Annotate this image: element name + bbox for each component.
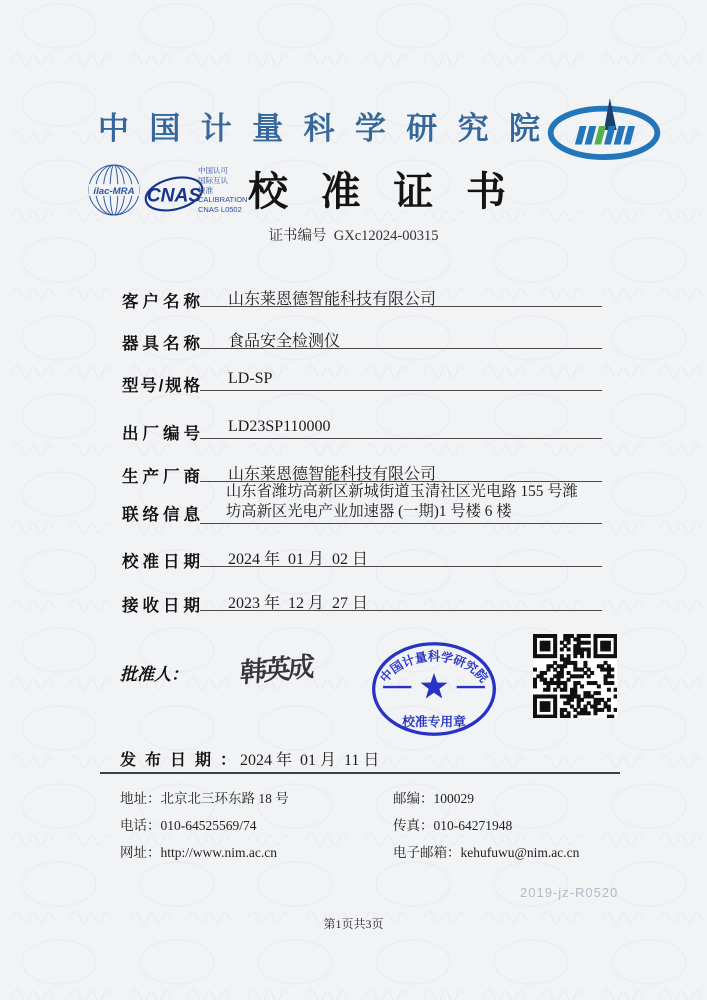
approver-signature: 韩英成: [239, 651, 313, 689]
field-value-instrument: 食品安全检测仪: [228, 333, 341, 350]
field-underline: [200, 348, 602, 349]
field-underline: [200, 390, 602, 391]
field-underline: [200, 610, 602, 611]
footer-website: 网址：http://www.nim.ac.cn: [120, 845, 277, 860]
field-underline: [200, 481, 602, 482]
field-value-contact-line2: 坊高新区光电产业加速器 (一期)1 号楼 6 楼: [226, 503, 512, 520]
cnas-line-4: CALIBRATION: [198, 195, 248, 205]
issue-date-label: 发布日期：: [120, 752, 236, 769]
stamp-top-text: 中国计量科学研究院: [377, 649, 491, 686]
ilac-mra-logo: [87, 162, 141, 218]
field-label-receipt-date: 接收日期: [122, 597, 200, 615]
certificate-number-line: [0, 224, 707, 245]
form-code: 2019-jz-R0520: [520, 885, 619, 900]
field-label-calibration-date: 校准日期: [122, 553, 200, 571]
field-label-instrument: 器具名称: [122, 335, 200, 353]
qr-code: [533, 634, 617, 718]
cnas-logo: [143, 168, 205, 218]
field-value-contact-line1: 山东省潍坊高新区新城街道玉清社区光电路 155 号潍: [226, 483, 578, 500]
ilac-mra-label: ilac-MRA: [93, 185, 135, 197]
certificate-title: 校准证书: [248, 169, 506, 214]
field-value-calibration-date: 2024 年 01 月 02 日: [228, 551, 369, 568]
certificate-number-label: 证书编号: [268, 228, 327, 244]
field-label-manufacturer: 生产厂商: [122, 468, 200, 486]
institute-name: 中国计量科学研究院: [98, 111, 540, 146]
field-label-contact: 联络信息: [122, 506, 200, 524]
certificate-number: GXc12024-00315: [333, 228, 439, 244]
field-underline: [200, 438, 602, 439]
footer-email: 电子邮箱：kehufuwu@nim.ac.cn: [393, 845, 580, 860]
field-value-customer: 山东莱恩德智能科技有限公司: [228, 291, 437, 308]
cnas-line-3: 校准: [198, 185, 213, 195]
nim-logo: [545, 96, 663, 160]
field-value-model: LD-SP: [228, 370, 273, 387]
page-number: 第1页共3页: [323, 917, 384, 931]
footer-address: 地址：北京北三环东路 18 号: [120, 791, 289, 806]
stamp-bottom-text: 校准专用章: [402, 713, 466, 729]
calibration-stamp: [368, 638, 500, 740]
footer-postcode: 邮编：100029: [393, 791, 474, 806]
issue-date-value: 2024 年 01 月 11 日: [240, 752, 380, 769]
field-value-serial: LD23SP110000: [228, 418, 331, 435]
cnas-line-2: 国际互认: [198, 175, 228, 185]
field-underline: [200, 306, 602, 307]
cnas-label: CNAS: [146, 185, 202, 207]
footer-fax: 传真：010-64271948: [393, 818, 513, 833]
field-label-customer: 客户名称: [122, 293, 200, 311]
field-value-manufacturer: 山东莱恩德智能科技有限公司: [228, 466, 437, 483]
footer-phone: 电话：010-64525569/74: [120, 818, 257, 833]
footer-divider: [100, 772, 620, 774]
field-value-receipt-date: 2023 年 12 月 27 日: [228, 595, 369, 612]
field-label-model: 型号/规格: [122, 377, 200, 395]
cnas-line-5: CNAS L0502: [198, 205, 242, 214]
field-underline: [200, 523, 602, 524]
field-label-serial: 出厂编号: [122, 425, 200, 443]
cnas-line-1: 中国认可: [198, 166, 228, 175]
approver-label: 批准人：: [120, 665, 188, 684]
field-underline: [200, 566, 602, 567]
